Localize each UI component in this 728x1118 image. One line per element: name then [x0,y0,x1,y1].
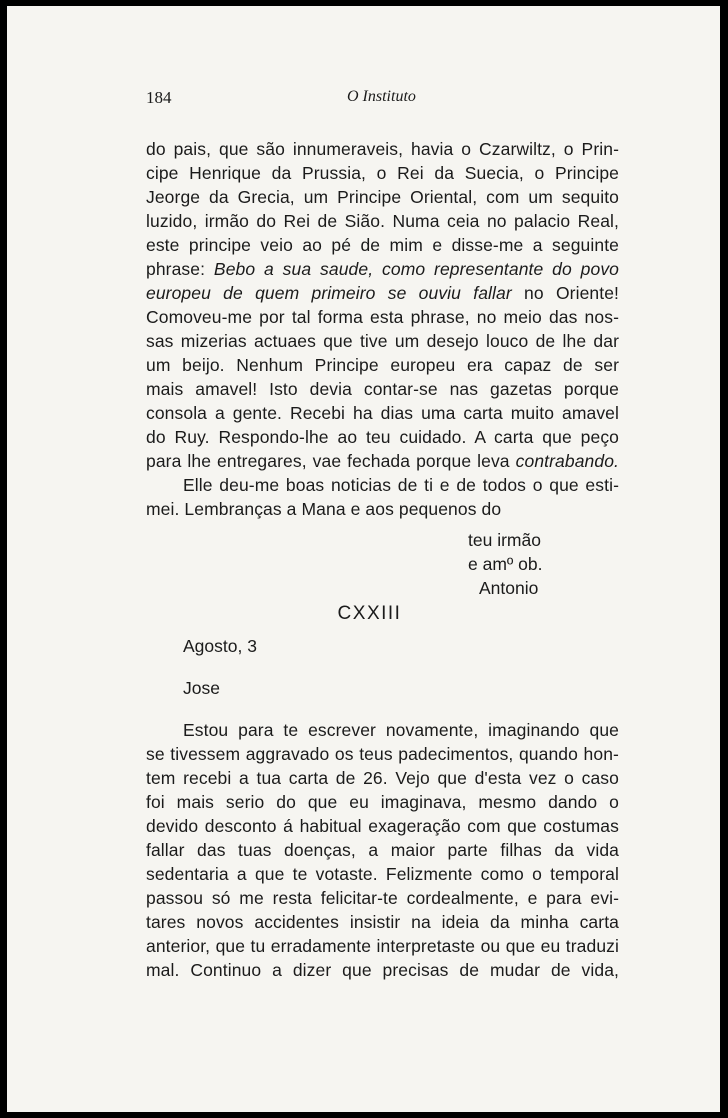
text-line: fallar das tuas doenças, a maior parte filhas da vida [146,840,619,860]
text-line: passou só me resta felicitar-te cordealmente, e para evi- [146,888,619,908]
text-line: tem recebi a tua carta de 26. Vejo que d'esta vez o caso [146,768,619,788]
letter-date: Agosto, 3 [183,636,257,656]
salutation: Jose [183,678,220,698]
text-line [146,449,619,473]
text-line: cipe Henrique da Prussia, o Rei da Suecia, o Principe [146,163,619,183]
text-line: Comoveu-me por tal forma esta phrase, no meio das nos- [146,307,619,327]
signature-line: e amº ob. [468,554,543,574]
chapter-number: CXXIII [337,603,402,624]
text-line: tares novos accidentes insistir na ideia da minha carta [146,912,619,932]
text-run: para lhe entregares, vae fechada porque leva [146,451,510,471]
text-line: Jeorge da Grecia, um Principe Oriental, com um sequito [146,187,619,207]
italic-quote: europeu de quem primeiro se ouviu fallar [146,283,512,303]
text-line: se tivessem aggravado os teus padecimentos, quando hon- [146,744,619,764]
signature-line: teu irmão [468,530,541,550]
italic-quote: Bebo a sua saude, como representante do povo [213,259,619,279]
text-line: mal. Continuo a dizer que precisas de mudar de vida, [146,960,619,980]
signature-name: Antonio [479,578,539,598]
italic-word: contrabando. [515,451,620,471]
text-line: do pais, que são innumeraveis, havia o Czarwiltz, o Prin- [146,139,619,159]
text-line: Estou para te escrever novamente, imaginando que [183,720,619,740]
text-line: devido desconto á habitual exageração com que costumas [146,816,619,836]
text-line [146,281,619,305]
text-line: um beijo. Nenhum Principe europeu era capaz de ser [146,355,619,375]
text-line: este principe veio ao pé de mim e disse-me a seguinte [146,235,619,255]
text-line: mei. Lembranças a Mana e aos pequenos do [146,499,502,519]
text-line: foi mais serio do que eu imaginava, mesmo dando o [146,792,619,812]
text-line: anterior, que tu erradamente interpretaste ou que eu traduzi [146,936,619,956]
text-line: sas mizerias actuaes que tive um desejo louco de lhe dar [146,331,619,351]
page-number: 184 [146,88,172,107]
page-header [146,88,619,112]
running-title: O Instituto [347,88,416,105]
text-line: Elle deu-me boas noticias de ti e de todos o que esti- [183,475,619,495]
text-run: phrase: [146,259,206,279]
text-line [146,257,619,281]
text-run: no Oriente! [524,283,619,303]
text-line: consola a gente. Recebi ha dias uma carta muito amavel [146,403,619,423]
book-page [7,6,720,1112]
text-line: sedentaria a que te votaste. Felizmente como o temporal [146,864,619,884]
text-line: mais amavel! Isto devia contar-se nas gazetas porque [146,379,619,399]
text-line: luzido, irmão do Rei de Sião. Numa ceia no palacio Real, [146,211,619,231]
text-line: do Ruy. Respondo-lhe ao teu cuidado. A carta que peço [146,427,619,447]
